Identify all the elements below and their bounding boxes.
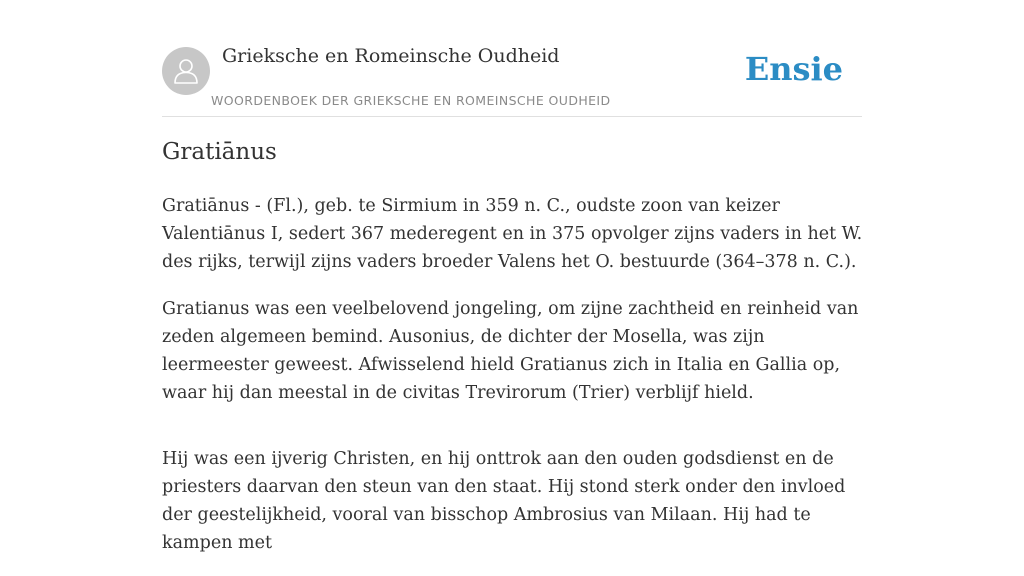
entry-paragraph: Gratiānus - (Fl.), geb. te Sirmium in 359 n. C., oudste zoon van keizer Valentiānus I, sedert 367 mederegent en in 375 opvolger zijns vaders in het W. des rijks, terwijl zijns vaders broeder Valens het O. bestuurde (364–378 n. C.). bbox=[162, 196, 863, 272]
paragraph-gap bbox=[162, 426, 864, 445]
source-subtitle: WOORDENBOEK DER GRIEKSCHE EN ROMEINSCHE OUDHEID bbox=[211, 93, 611, 108]
page bbox=[162, 0, 863, 553]
source-header bbox=[162, 0, 862, 117]
entry-paragraph: Hij was een ijverig Christen, en hij onttrok aan den ouden godsdienst en de priesters daarvan den steun van den staat. Hij stond sterk onder den invloed der geestelijkheid, vooral van bisschop Ambrosius van Milaan. Hij had te kampen met bbox=[162, 449, 846, 553]
entry-paragraph: Gratianus was een veelbelovend jongeling, om zijne zachtheid en reinheid van zeden algemeen bemind. Ausonius, de dichter der Mosella, was zijn leermeester geweest. Afwisselend hield Gratianus zich in Italia en Gallia op, waar hij dan meestal in de civitas Trevirorum (Trier) verblijf hield. bbox=[162, 299, 859, 403]
entry-content bbox=[162, 192, 864, 576]
entry-title: Gratiānus bbox=[162, 139, 277, 165]
brand-logo[interactable]: Ensie bbox=[744, 50, 843, 88]
source-avatar[interactable] bbox=[162, 47, 210, 95]
source-title-link[interactable]: Grieksche en Romeinsche Oudheid bbox=[222, 45, 560, 67]
user-icon bbox=[172, 57, 200, 85]
